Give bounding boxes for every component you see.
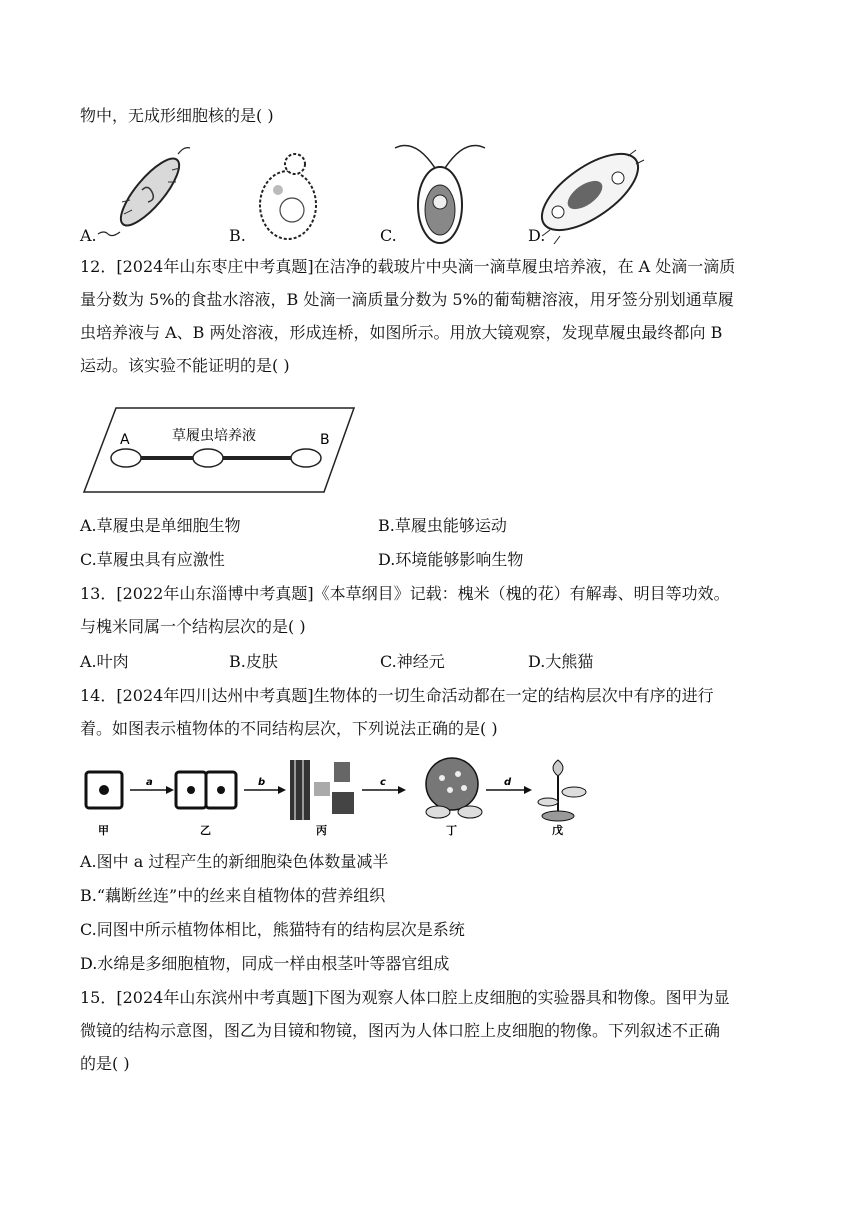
q12-label-a: A [120,432,130,448]
q14-option-c: C.同图中所示植物体相比，熊猫特有的结构层次是系统 [80,920,465,939]
q14-stage-label-4: 丁 [446,824,457,837]
q13-option-a: A.叶肉 [80,652,129,671]
q12-option-d: D.环境能够影响生物 [378,550,524,569]
q15-stem-line-1: 15．[2024年山东滨州中考真题]下图为观察人体口腔上皮细胞的实验器具和物像。图甲为显 [80,988,730,1007]
bacterium-image [98,148,190,236]
q15-stem-line-3: 的是( ) [80,1054,130,1073]
q12-stem-line-3: 虫培养液与 A、B 两处溶液，形成连桥，如图所示。用放大镜观察，发现草履虫最终都向 B [80,323,723,342]
q13-option-d: D.大熊猫 [528,652,594,671]
q14-stage-label-5: 戊 [552,824,563,837]
q12-option-b: B.草履虫能够运动 [378,516,507,535]
q14-stage-label-1: 甲 [98,824,109,837]
q11-option-d: D. [528,226,546,245]
q14-option-a: A.图中 a 过程产生的新细胞染色体数量减半 [80,852,389,871]
yeast-image [260,154,316,239]
q12-slide-figure [80,404,360,496]
q12-stem-line-2: 量分数为 5%的食盐水溶液，B 处滴一滴质量分数为 5%的葡萄糖溶液，用牙签分别划通草履 [80,290,734,309]
q14-arrow-b: b [258,777,266,788]
q15-stem-line-2: 微镜的结构示意图，图乙为目镜和物镜，图丙为人体口腔上皮细胞的物像。下列叙述不正确 [80,1021,721,1040]
q12-option-c: C.草履虫具有应激性 [80,550,225,569]
q13-stem-line-2: 与槐米同属一个结构层次的是( ) [80,617,306,636]
q14-arrow-a: a [146,777,153,788]
q13-option-b: B.皮肤 [229,652,278,671]
q12-stem-line-4: 运动。该实验不能证明的是( ) [80,356,290,375]
q14-stage-label-3: 丙 [316,824,327,837]
q12-figure-caption: 草履虫培养液 [172,428,256,444]
q12-stem-line-1: 12．[2024年山东枣庄中考真题]在洁净的载玻片中央滴一滴草履虫培养液，在 A 处滴一滴质 [80,257,736,276]
q13-stem-line-1: 13．[2022年山东淄博中考真题]《本草纲目》记载：槐米（槐的花）有解毒、明目等功效。 [80,584,730,603]
q14-option-b: B.“藕断丝连”中的丝来自植物体的营养组织 [80,886,386,905]
q14-arrow-c: c [380,777,386,788]
paramecium-image [530,140,650,245]
q14-structure-levels-figure [80,752,610,840]
q13-option-c: C.神经元 [380,652,445,671]
q11-stem-tail: 物中，无成形细胞核的是( ) [80,106,274,125]
q12-option-a: A.草履虫是单细胞生物 [80,516,241,535]
q11-organism-images [80,140,660,245]
q14-stage-label-2: 乙 [200,824,211,837]
q12-label-b: B [320,432,330,448]
q14-stem-line-2: 着。如图表示植物体的不同结构层次，下列说法正确的是( ) [80,719,498,738]
q14-option-d: D.水绵是多细胞植物，同成一样由根茎叶等器官组成 [80,954,450,973]
q11-option-b: B. [229,226,246,245]
chlamydomonas-image [395,146,485,244]
q14-stem-line-1: 14．[2024年四川达州中考真题]生物体的一切生命活动都在一定的结构层次中有序的进行 [80,686,714,705]
q11-option-a: A. [80,226,97,245]
q14-arrow-d: d [504,777,512,788]
q11-option-c: C. [380,226,397,245]
